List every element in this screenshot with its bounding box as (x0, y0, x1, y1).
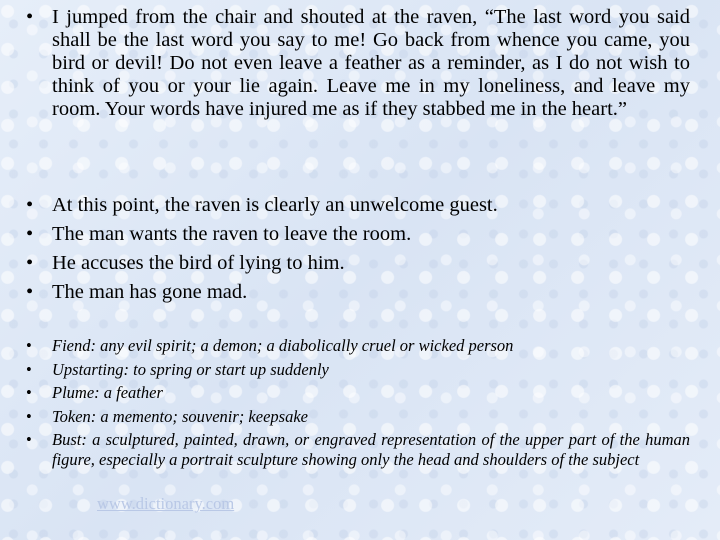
point-item: • The man has gone mad. (26, 278, 690, 307)
vocab-item: • Token: a memento; souvenir; keepsake (26, 407, 690, 427)
point-item: • He accuses the bird of lying to him. (26, 249, 690, 278)
source-link[interactable]: www.dictionary.com (97, 494, 235, 513)
discussion-points-list (26, 191, 690, 307)
vocabulary-list (26, 336, 690, 469)
quote-bullet: • I jumped from the chair and shouted at the raven, “The last word you said shall be the last word you say to me! Go back from whence you came, you bird or devil! Do not even leave a feather as a reminder, as I do not wish to think of you or your lie again. Leave me in my loneliness, and leave my room. Your words have injured me as if they stabbed me in the heart.” (26, 6, 690, 121)
vocab-item: • Fiend: any evil spirit; a demon; a diabolically cruel or wicked person (26, 336, 690, 356)
vocab-item: • Upstarting: to spring or start up suddenly (26, 360, 690, 380)
point-item: • At this point, the raven is clearly an unwelcome guest. (26, 191, 690, 220)
vocab-item: • Bust: a sculptured, painted, drawn, or engraved representation of the upper part of the human figure, especially a portrait sculpture showing only the head and shoulders of the subject (26, 430, 690, 469)
quote-list (26, 6, 690, 121)
point-item: • The man wants the raven to leave the room. (26, 220, 690, 249)
vocab-item: • Plume: a feather (26, 383, 690, 403)
